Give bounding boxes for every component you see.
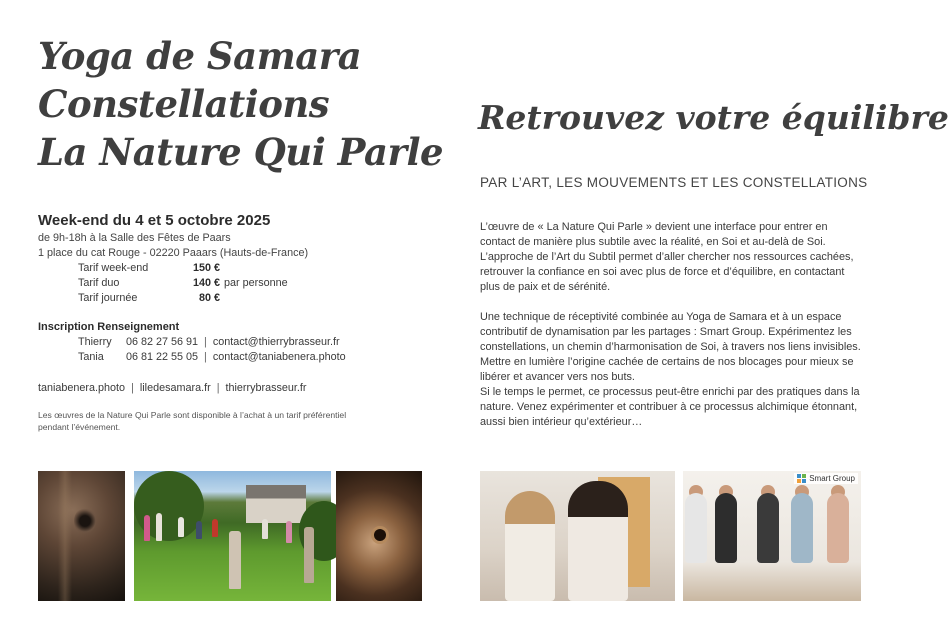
photo-wood-face (336, 471, 422, 601)
contact-email[interactable]: contact@thierrybrasseur.fr (212, 336, 340, 348)
sale-note: Les œuvres de la Nature Qui Parle sont disponible à l’achat à un tarif préférentiel pendant l’événement. (38, 410, 347, 432)
photo-detail (505, 491, 555, 601)
main-title (38, 32, 443, 176)
link-taniabenera[interactable]: taniabenera.photo (38, 382, 126, 394)
inscription-heading: Inscription Renseignement (38, 321, 180, 333)
tagline: Retrouvez votre équilibre (478, 98, 949, 137)
photo-smart-group (683, 471, 861, 601)
tarif-label: Tarif week-end (78, 262, 149, 274)
contact-name: Tania (78, 351, 104, 363)
separator: | (216, 382, 220, 394)
photo-detail (374, 529, 386, 541)
tarif-label: Tarif duo (78, 277, 120, 289)
website-links (38, 381, 307, 396)
photo-detail (568, 481, 628, 601)
paragraph-text: Si le temps le permet, ce processus peut-être enrichi par des pratiques dans la nature. Venez expérimenter et contribuer à ce processus alchimique étonnant, aussi bien intérieur qu’extérieur… (480, 386, 860, 428)
tarif-row (78, 291, 438, 306)
photo-detail (685, 493, 707, 563)
subtagline: PAR L’ART, LES MOUVEMENTS ET LES CONSTELLATIONS (480, 175, 868, 190)
contact-row (78, 335, 438, 350)
photo-detail (757, 493, 779, 563)
description-paragraph-1 (480, 220, 865, 295)
contact-phone[interactable]: 06 81 22 55 05 (126, 351, 199, 363)
tarif-list (78, 261, 438, 306)
tarif-price: 150 € (192, 262, 220, 274)
separator: | (204, 336, 207, 348)
photo-detail (144, 515, 150, 541)
tarif-row (78, 261, 438, 276)
tarif-extra: par personne (224, 277, 288, 289)
link-thierrybrasseur[interactable]: thierrybrasseur.fr (225, 382, 307, 394)
photo-constellation-session (480, 471, 675, 601)
smart-group-logo-icon (797, 474, 806, 483)
contact-name: Thierry (78, 336, 112, 348)
event-address: 1 place du cat Rouge - 02220 Paaars (Hauts-de-France) (38, 247, 309, 259)
paragraph-text: Une technique de réceptivité combinée au Yoga de Samara et à un espace contributif de dynamisation par les partages : Smart Group. Expérimentez les constellations, un chemin d’harmonisation de Soi, à travers nos liens invisibles. Mettre en lumière l’origine cachée de certains de nos blocages pour mieux se libérer et avancer vers nos buts. (480, 311, 861, 383)
photo-detail (212, 519, 218, 537)
photo-detail (286, 521, 292, 543)
photo-wood-sculpture (38, 471, 125, 601)
photo-detail (304, 527, 314, 583)
event-info (38, 211, 438, 306)
photo-detail (74, 507, 96, 535)
title-line-1: Yoga de Samara (38, 34, 362, 78)
photo-detail (58, 471, 72, 601)
title-line-2: Constellations (38, 82, 330, 126)
tarif-price: 140 € (192, 277, 220, 289)
title-line-3: La Nature Qui Parle (38, 130, 444, 174)
photo-detail (178, 517, 184, 537)
link-liledesamara[interactable]: liledesamara.fr (139, 382, 211, 394)
contact-phone[interactable]: 06 82 27 56 91 (126, 336, 199, 348)
photo-detail (196, 521, 202, 539)
tarif-label: Tarif journée (78, 292, 138, 304)
paragraph-text: L’approche de l’Art du Subtil permet d’aller chercher nos ressources cachées, retrouver la confiance en soi avec plus de force et d’équilibre, en contactant plus de paix et de sérénité. (480, 251, 854, 293)
photo-detail (229, 531, 241, 589)
photo-yoga-garden (134, 471, 331, 601)
contact-row (78, 350, 438, 365)
description-paragraph-2 (480, 310, 865, 430)
paragraph-text: L’œuvre de « La Nature Qui Parle » devient une interface pour entrer en contact de manière plus subtile avec la réalité, en Soi et au-delà de Soi. (480, 221, 828, 248)
photo-detail (156, 513, 162, 541)
photo-detail (262, 519, 268, 539)
separator: | (131, 382, 134, 394)
event-time-place: de 9h-18h à la Salle des Fêtes de Paars (38, 232, 231, 244)
smart-group-logo (794, 473, 858, 484)
photo-detail (827, 493, 849, 563)
tarif-row (78, 276, 438, 291)
photo-detail (715, 493, 737, 563)
separator: | (204, 351, 207, 363)
tarif-price: 80 € (198, 292, 220, 304)
contact-email[interactable]: contact@taniabenera.photo (212, 351, 346, 363)
inscription-info (38, 320, 438, 365)
event-date-heading: Week-end du 4 et 5 octobre 2025 (38, 212, 271, 229)
photo-detail (246, 485, 306, 523)
photo-detail (791, 493, 813, 563)
smart-group-logo-text: Smart Group (809, 474, 855, 483)
